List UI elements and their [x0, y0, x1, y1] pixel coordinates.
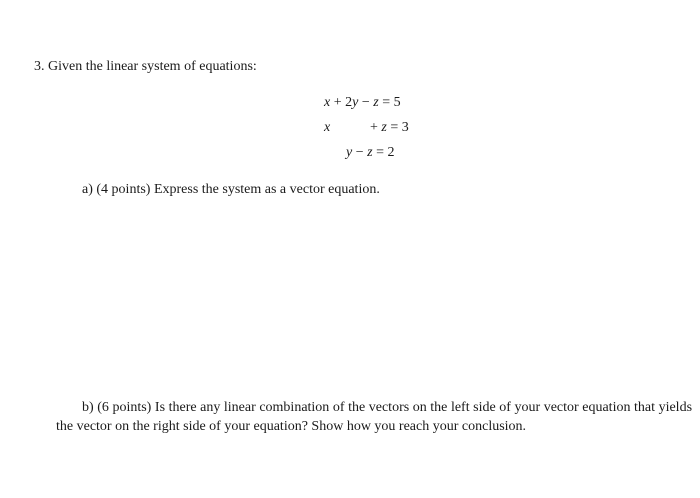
equation-row-3 — [318, 145, 438, 170]
equation-2-x-term: x — [324, 120, 331, 135]
equation-system — [318, 95, 438, 170]
equation-1: x + 2y − z = 5 — [324, 95, 401, 110]
problem-heading-text: Given the linear system of equations: — [48, 59, 257, 74]
part-b — [56, 398, 692, 436]
part-a-text: Express the system as a vector equation. — [153, 182, 380, 197]
equation-row-2 — [318, 120, 438, 145]
part-a-points: (4 points) — [96, 182, 151, 197]
equation-2-rest: + z = 3 — [370, 120, 409, 135]
problem-heading — [34, 58, 257, 76]
equation-3: y − z = 2 — [346, 145, 395, 160]
part-b-label: b) — [82, 400, 94, 415]
part-a — [82, 181, 380, 199]
part-a-label: a) — [82, 182, 93, 197]
problem-number: 3. — [34, 59, 45, 74]
part-b-points: (6 points) — [97, 400, 152, 415]
equation-row-1 — [318, 95, 438, 120]
part-b-text: Is there any linear combination of the vectors on the left side of your vector equation that yields the vector on the right side of your equation? Show how you reach your conclusion. — [56, 400, 693, 434]
